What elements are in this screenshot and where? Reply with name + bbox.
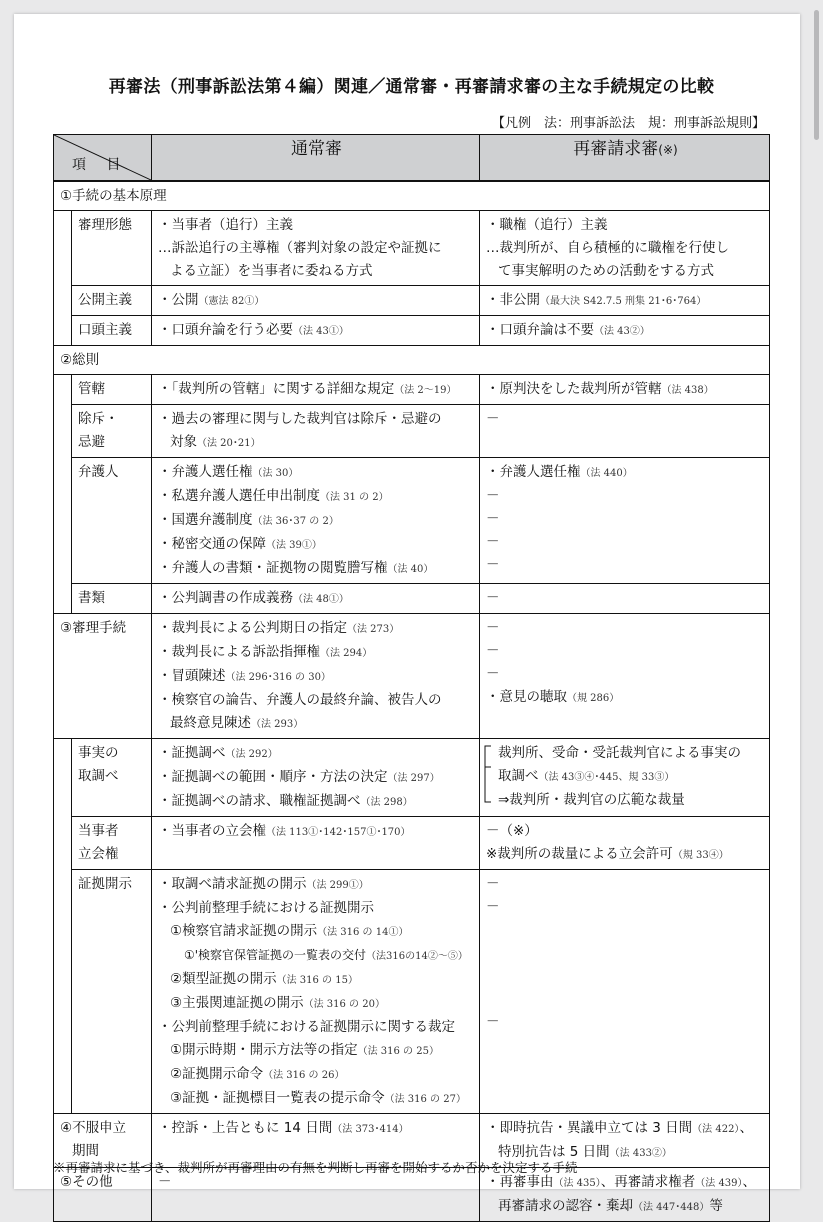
row-label: 当事者 立会権: [72, 817, 152, 870]
retrial-cell: －: [480, 405, 770, 458]
regular-cell: ・裁判長による公判期日の指定（法 273） ・裁判長による訴訟指揮権（法 294） ・冒頭陳述（法 296･316 の 30） ・検察官の論告、弁護人の最終弁論、被告人の 最終意見陳述（法 293）: [152, 614, 480, 739]
legend: 【凡例 法：刑事訴訟法 規：刑事訴訟規則】: [491, 116, 765, 131]
retrial-cell: －: [480, 584, 770, 614]
retrial-cell: ・原判決をした裁判所が管轄（法 438）: [480, 375, 770, 405]
table-row: [54, 405, 770, 458]
retrial-cell: － － － ・意見の聴取（規 286）: [480, 614, 770, 739]
regular-cell: ・過去の審理に関与した裁判官は除斥・忌避の 対象（法 20･21）: [152, 405, 480, 458]
row-label: 審理形態: [72, 211, 152, 286]
retrial-cell: － － －: [480, 870, 770, 1114]
section-appeal-period: ④不服申立 期間: [54, 1114, 152, 1168]
section-basic-principles: ①手続の基本原理: [54, 181, 770, 211]
header-retrial-request: 再審請求審(※): [480, 135, 770, 182]
row-label: 公開主義: [72, 286, 152, 316]
table-row: [54, 870, 770, 1114]
retrial-cell: 裁判所、受命・受託裁判官による事実の 取調べ（法 43③④･445、規 33③） ⇒裁判所・裁判官の広範な裁量: [480, 739, 770, 817]
regular-cell: ・弁護人選任権（法 30） ・私選弁護人選任申出制度（法 31 の 2） ・国選弁護制度（法 36･37 の 2） ・秘密交通の保障（法 39①） ・弁護人の書類・証拠物の閲覧謄写権（法 40）: [152, 458, 480, 584]
regular-cell: ・公開（憲法 82①）: [152, 286, 480, 316]
section-row: [54, 346, 770, 375]
regular-cell: ・当事者（追行）主義 …訴訟追行の主導権（審判対象の設定や証拠に よる立証）を当事者に委ねる方式: [152, 211, 480, 286]
retrial-cell: ・非公開（最大決 S42.7.5 刑集 21･6･764）: [480, 286, 770, 316]
regular-cell: ・公判調書の作成義務（法 48①）: [152, 584, 480, 614]
section-other: ⑤その他: [54, 1168, 152, 1222]
section-general: ②総則: [54, 346, 770, 375]
retrial-cell: ・即時抗告・異議申立ては 3 日間（法 422）、 特別抗告は 5 日間（法 433②）: [480, 1114, 770, 1168]
row-label: 口頭主義: [72, 316, 152, 346]
regular-cell: ・口頭弁論を行う必要（法 43①）: [152, 316, 480, 346]
regular-cell: ・取調べ請求証拠の開示（法 299①） ・公判前整理手続における証拠開示 ①検察官請求証拠の開示（法 316 の 14①） ①'検察官保管証拠の一覧表の交付（法316の14②〜⑤） ②類型証拠の開示（法 316 の 15） ③主張関連証拠の開示（法 316 の 20） ・公判前整理手続における証拠開示に関する裁定 ①開示時期・開示方法等の指定（法 316 の 25） ②証拠開示命令（法 316 の 26） ③証拠・証拠標目一覧表の提示命令（法 316 の 27）: [152, 870, 480, 1114]
row-label: 除斥・ 忌避: [72, 405, 152, 458]
indent-cell: [54, 211, 72, 346]
table-row: [54, 584, 770, 614]
table-row: [54, 286, 770, 316]
table-header-row: [54, 135, 770, 182]
row-label: 事実の 取調べ: [72, 739, 152, 817]
scrollbar[interactable]: [814, 10, 819, 1190]
row-label: 証拠開示: [72, 870, 152, 1114]
table-row: [54, 316, 770, 346]
table-row: [54, 375, 770, 405]
regular-cell: －: [152, 1168, 480, 1222]
table-row: [54, 614, 770, 739]
row-label: 書類: [72, 584, 152, 614]
row-label: 弁護人: [72, 458, 152, 584]
section-row: [54, 181, 770, 211]
header-item-label: 項 目: [72, 157, 129, 173]
header-item-cell: [54, 135, 152, 182]
comparison-table: [53, 134, 770, 1222]
table-row: [54, 211, 770, 286]
indent-cell: [54, 739, 72, 1114]
footnote: ※再審請求に基づき、裁判所が再審理由の有無を判断し再審を開始するか否かを決定する手続: [53, 1160, 578, 1175]
table-row: [54, 458, 770, 584]
bracket-icon: [482, 745, 492, 803]
indent-cell: [54, 375, 72, 614]
row-label: 管轄: [72, 375, 152, 405]
section-trial-procedure: ③審理手続: [54, 614, 152, 739]
table-row: [54, 817, 770, 870]
retrial-cell: －（※） ※裁判所の裁量による立会許可（規 33④）: [480, 817, 770, 870]
regular-cell: ・控訴・上告ともに 14 日間（法 373･414）: [152, 1114, 480, 1168]
regular-cell: ・証拠調べ（法 292） ・証拠調べの範囲・順序・方法の決定（法 297） ・証拠調べの請求、職権証拠調べ（法 298）: [152, 739, 480, 817]
retrial-cell: ・再審事由（法 435）、再審請求権者（法 439）、 再審請求の認容・棄却（法 447･448）等: [480, 1168, 770, 1222]
table-row: [54, 739, 770, 817]
regular-cell: ・「裁判所の管轄」に関する詳細な規定（法 2〜19）: [152, 375, 480, 405]
regular-cell: ・当事者の立会権（法 113①･142･157①･170）: [152, 817, 480, 870]
retrial-cell: ・口頭弁論は不要（法 43②）: [480, 316, 770, 346]
header-regular-trial: 通常審: [152, 135, 480, 182]
page-title: 再審法（刑事訴訟法第４編）関連／通常審・再審請求審の主な手続規定の比較: [108, 77, 715, 97]
retrial-cell: ・弁護人選任権（法 440） － － － －: [480, 458, 770, 584]
retrial-cell: ・職権（追行）主義 …裁判所が、自ら積極的に職権を行使し て事実解明のための活動をする方式: [480, 211, 770, 286]
